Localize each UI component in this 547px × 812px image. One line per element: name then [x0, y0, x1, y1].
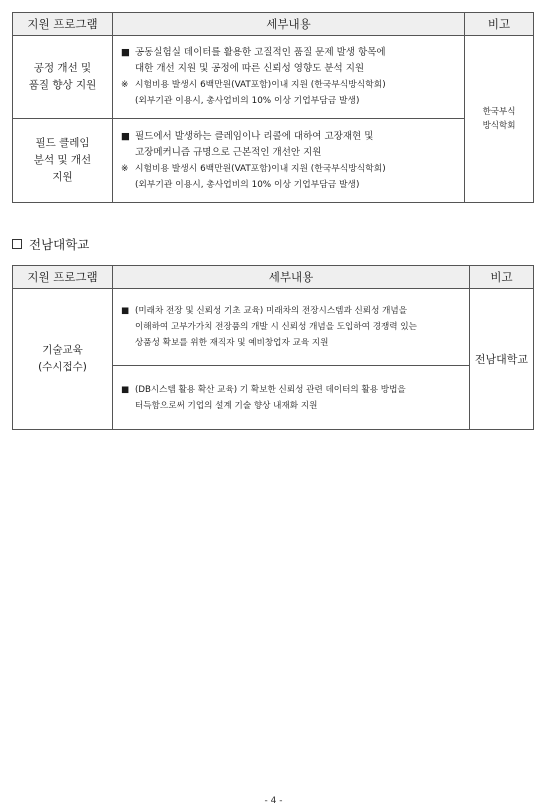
- header-program: 지원 프로그램: [13, 13, 113, 36]
- program-detail: ■ 공동실험실 데이터를 활용한 고질적인 품질 문제 발생 항목에 대한 개선 지원 및 공정에 따른 신뢰성 영향도 분석 지원 ※ 시험비용 발생시 6백만원(VAT포함)이내 지원 (한국부식방식학회) (외부기관 이용시, 총사업비의 10% 이상 기업부담금 발생): [113, 36, 465, 119]
- program-name: 공정 개선 및 품질 향상 지원: [13, 36, 113, 119]
- program-detail: ■ 필드에서 발생하는 클레임이나 리콜에 대하여 고장재현 및 고장메커니즘 규명으로 근본적인 개선안 지원 ※ 시험비용 발생시 6백만원(VAT포함)이내 지원 (한국부식방식학회) (외부기관 이용시, 총사업비의 10% 이상 기업부담금 발생): [113, 119, 465, 203]
- reference-mark-icon: ※: [121, 80, 129, 90]
- square-bullet-icon: ■: [121, 47, 130, 58]
- page-number: - 4 -: [264, 796, 283, 806]
- program-name: 기술교육 (수시접수): [13, 289, 113, 430]
- support-program-table-2: [12, 265, 534, 430]
- square-bullet-icon: ■: [121, 130, 130, 142]
- table-header-row: [13, 266, 534, 289]
- support-program-table-1: [12, 12, 534, 203]
- square-bullet-icon: ■: [121, 384, 130, 395]
- table-row: [13, 36, 534, 119]
- section-heading: 전남대학교: [12, 235, 89, 253]
- reference-mark-icon: ※: [121, 163, 129, 174]
- table-header-row: [13, 13, 534, 36]
- header-detail: 세부내용: [113, 266, 470, 289]
- table-row: [13, 119, 534, 203]
- square-box-icon: [12, 239, 22, 249]
- remark-cell: 전남대학교: [470, 289, 534, 430]
- header-detail: 세부내용: [113, 13, 465, 36]
- program-detail: ■ (미래차 전장 및 신뢰성 기초 교육) 미래차의 전장시스템과 신뢰성 개념을 이해하여 고부가가치 전장품의 개발 시 신뢰성 개념을 도입하여 경쟁력 있는 상품성 확보를 위한 재직자 및 예비창업자 교육 지원: [113, 289, 470, 366]
- square-bullet-icon: ■: [121, 306, 130, 316]
- table-row: [13, 289, 534, 366]
- header-remark: 비고: [470, 266, 534, 289]
- program-name: 필드 클레임 분석 및 개선 지원: [13, 119, 113, 203]
- remark-cell: 한국부식 방식학회: [465, 36, 534, 203]
- header-remark: 비고: [465, 13, 534, 36]
- program-detail: ■ (DB시스템 활용 확산 교육) 기 확보한 신뢰성 관련 데이터의 활용 방법을 터득함으로써 기업의 설계 기술 향상 내재화 지원: [113, 366, 470, 430]
- header-program: 지원 프로그램: [13, 266, 113, 289]
